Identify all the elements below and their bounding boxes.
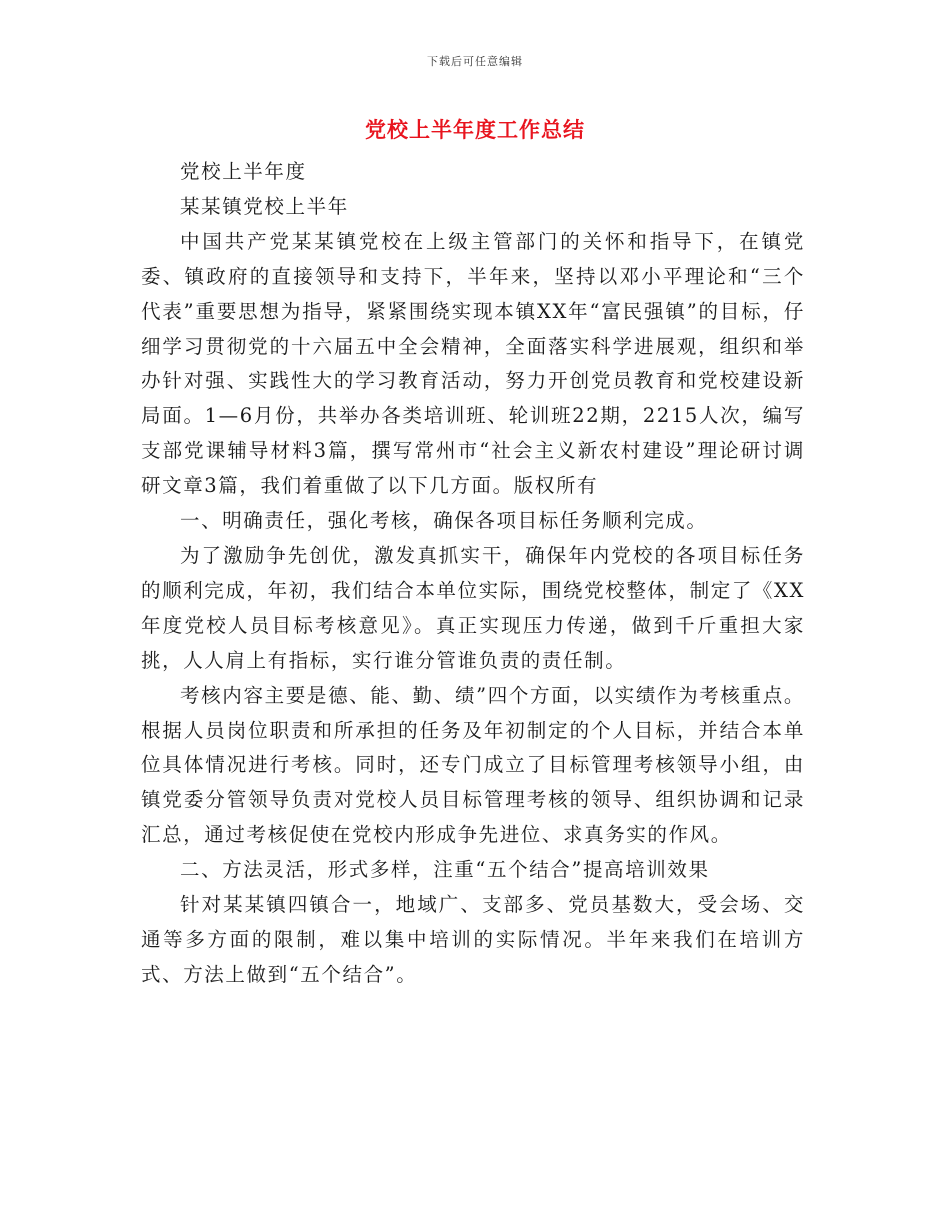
paragraph-subtitle-2: 某某镇党校上半年 bbox=[180, 194, 349, 218]
paragraph-section-1-b: 考核内容主要是德、能、勤、绩”四个方面，以实绩作为考核重点。根据人员岗位职责和所承担的任务及年初制定的个人目标，并结合本单位具体情况进行考核。同时，还专门成立了目标管理考核领导小组，由镇党委分管领导负责对党校人员目标管理考核的领导、组织协调和记录汇总，通过考核促使在党校内形成争先进位、求真务实的作风。 bbox=[141, 683, 805, 847]
paragraph-intro: 中国共产党某某镇党校在上级主管部门的关怀和指导下，在镇党委、镇政府的直接领导和支持下，半年来，坚持以邓小平理论和“三个代表”重要思想为指导，紧紧围绕实现本镇XX年“富民强镇”的目标，仔细学习贯彻党的十六届五中全会精神，全面落实科学进展观，组织和举办针对强、实践性大的学习教育活动，努力开创党员教育和党校建设新局面。1—6月份，共举办各类培训班、轮训班22期，2215人次，编写支部党课辅导材料3篇，撰写常州市“社会主义新农村建设”理论研讨调研文章3篇，我们着重做了以下几方面。版权所有 bbox=[141, 229, 805, 498]
paragraph-section-2-a: 针对某某镇四镇合一，地域广、支部多、党员基数大，受会场、交通等多方面的限制，难以集中培训的实际情况。半年来我们在培训方式、方法上做到“五个结合”。 bbox=[141, 893, 805, 986]
paragraph-section-1-a: 为了激励争先创优，激发真抓实干，确保年内党校的各项目标任务的顺利完成，年初，我们结合本单位实际，围绕党校整体，制定了《XX年度党校人员目标考核意见》。真正实现压力传递，做到千斤重担大家挑，人人肩上有指标，实行谁分管谁负责的责任制。 bbox=[141, 543, 805, 672]
section-heading-2: 二、方法灵活，形式多样，注重“五个结合”提高培训效果 bbox=[180, 858, 710, 882]
document-body bbox=[141, 155, 805, 993]
page-header-note: 下载后可任意编辑 bbox=[427, 55, 523, 68]
document-title: 党校上半年度工作总结 bbox=[365, 117, 585, 142]
section-heading-1: 一、明确责任，强化考核，确保各项目标任务顺利完成。 bbox=[180, 509, 708, 533]
paragraph-subtitle: 党校上半年度 bbox=[180, 160, 307, 183]
